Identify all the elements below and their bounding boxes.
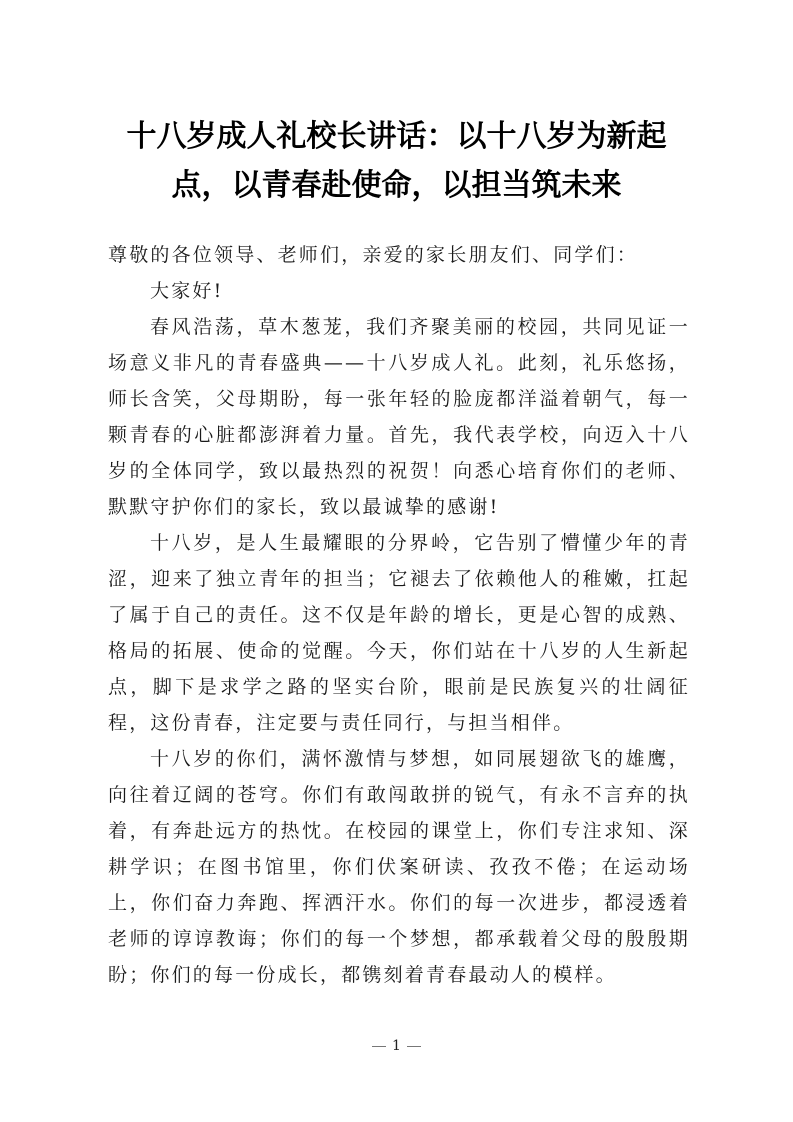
paragraph-eighteen-meaning: 十八岁，是人生最耀眼的分界岭，它告别了懵懂少年的青涩，迎来了独立青年的担当；它褪去了依赖他人的稚嫩，扛起了属于自己的责任。这不仅是年龄的增长，更是心智的成熟、格局的拓展、使命的觉醒。今天，你们站在十八岁的人生新起点，脚下是求学之路的坚实台阶，眼前是民族复兴的壮阔征程，这份青春，注定要与责任同行，与担当相伴。 xyxy=(108,532,690,734)
dash-left-icon xyxy=(372,1046,386,1047)
document-body xyxy=(108,237,690,993)
paragraph-youth-dreams: 十八岁的你们，满怀激情与梦想，如同展翅欲飞的雄鹰，向往着辽阔的苍穹。你们有敢闯敢拼的锐气，有永不言弃的执着，有奔赴远方的热忱。在校园的课堂上，你们专注求知、深耕学识；在图书馆里，你们伏案研读、孜孜不倦；在运动场上，你们奋力奔跑、挥洒汗水。你们的每一次进步，都浸透着老师的谆谆教诲；你们的每一个梦想，都承载着父母的殷殷期盼；你们的每一份成长，都镌刻着青春最动人的模样。 xyxy=(108,748,690,986)
dash-right-icon xyxy=(407,1046,421,1047)
page-number-value: 1 xyxy=(392,1038,401,1054)
document-title: 十八岁成人礼校长讲话：以十八岁为新起点，以青春赴使命，以担当筑未来 xyxy=(126,119,667,203)
salutation: 尊敬的各位领导、老师们，亲爱的家长朋友们、同学们： xyxy=(108,244,639,266)
paragraph-greeting: 大家好! xyxy=(150,280,224,302)
page-number xyxy=(0,1038,793,1054)
paragraph-opening: 春风浩荡，草木葱茏，我们齐聚美丽的校园，共同见证一场意义非凡的青春盛典——十八岁成人礼。此刻，礼乐悠扬，师长含笑，父母期盼，每一张年轻的脸庞都洋溢着朝气，每一颗青春的心脏都澎湃着力量。首先，我代表学校，向迈入十八岁的全体同学，致以最热烈的祝贺！向悉心培育你们的老师、默默守护你们的家长，致以最诚挚的感谢! xyxy=(108,316,690,518)
